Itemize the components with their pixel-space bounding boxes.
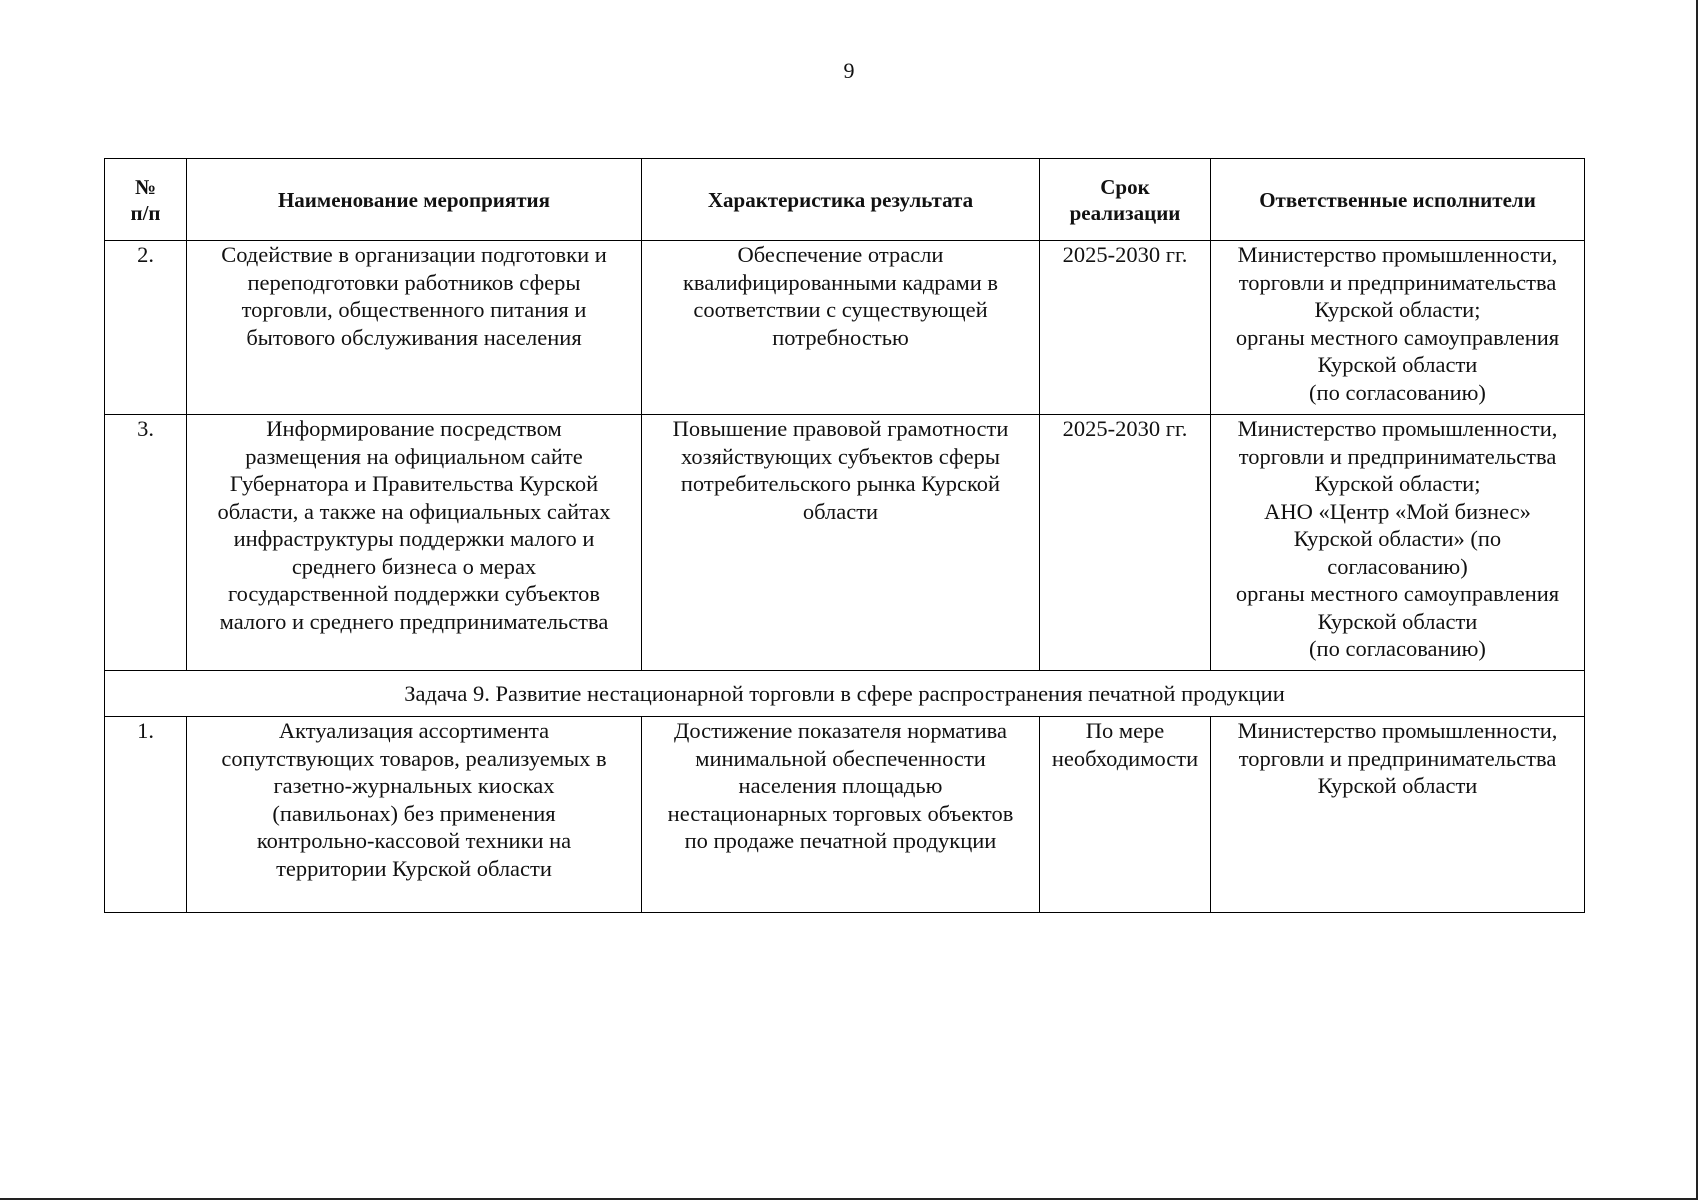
row-number: 1. — [105, 717, 187, 913]
executors: Министерство промышленности, торговли и предпринимательства Курской области; АНО «Центр «Мой бизнес» Курской области» (по согласованию) органы местного самоуправления Курской области (по согласованию) — [1211, 415, 1585, 671]
row-number: 3. — [105, 415, 187, 671]
table-row — [105, 415, 1585, 671]
header-measure-name: Наименование мероприятия — [187, 159, 642, 241]
result-description: Повышение правовой грамотности хозяйствующих субъектов сферы потребительского рынка Курской области — [642, 415, 1040, 671]
executors: Министерство промышленности, торговли и предпринимательства Курской области — [1211, 717, 1585, 913]
term: По мере необходимости — [1040, 717, 1211, 913]
page-number: 9 — [843, 58, 855, 83]
header-term: Срок реализации — [1040, 159, 1211, 241]
header-result: Характеристика результата — [642, 159, 1040, 241]
task-heading-row — [105, 671, 1585, 717]
executors: Министерство промышленности, торговли и предпринимательства Курской области; органы местного самоуправления Курской области (по согласованию) — [1211, 241, 1585, 415]
table-row — [105, 717, 1585, 913]
term: 2025-2030 гг. — [1040, 415, 1211, 671]
header-executors: Ответственные исполнители — [1211, 159, 1585, 241]
table-header-row — [105, 159, 1585, 241]
measures-table — [104, 158, 1585, 913]
task-heading: Задача 9. Развитие нестационарной торговли в сфере распространения печатной продукции — [105, 671, 1585, 717]
result-description: Достижение показателя норматива минимальной обеспеченности населения площадью нестационарных торговых объектов по продаже печатной продукции — [642, 717, 1040, 913]
header-number: № п/п — [105, 159, 187, 241]
measure-name: Содействие в организации подготовки и переподготовки работников сферы торговли, общественного питания и бытового обслуживания населения — [187, 241, 642, 415]
result-description: Обеспечение отрасли квалифицированными кадрами в соответствии с существующей потребностью — [642, 241, 1040, 415]
measure-name: Актуализация ассортимента сопутствующих товаров, реализуемых в газетно-журнальных киосках (павильонах) без применения контрольно-кассовой техники на территории Курской области — [187, 717, 642, 913]
measure-name: Информирование посредством размещения на официальном сайте Губернатора и Правительства Курской области, а также на официальных сайтах инфраструктуры поддержки малого и среднего бизнеса о мерах государственной поддержки субъектов малого и среднего предпринимательства — [187, 415, 642, 671]
term: 2025-2030 гг. — [1040, 241, 1211, 415]
table-row — [105, 241, 1585, 415]
row-number: 2. — [105, 241, 187, 415]
